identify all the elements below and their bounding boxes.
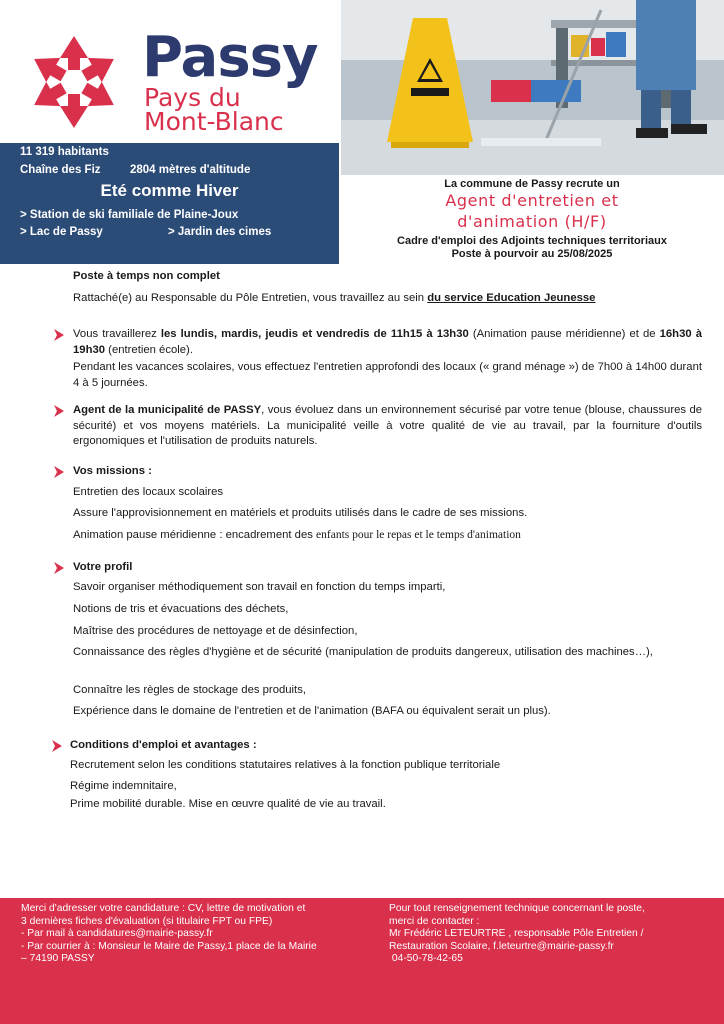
slogan-text: Eté comme Hiver — [100, 181, 239, 200]
temps-text: Poste à temps non complet — [73, 270, 220, 282]
condition-item: Régime indemnitaire, — [70, 780, 177, 792]
profil-title: Votre profil — [73, 561, 133, 573]
poste-date-text: Poste à pourvoir au 25/08/2025 — [451, 248, 613, 260]
jardin-text: > Jardin des cimes — [168, 226, 272, 238]
rattache-text: Rattaché(e) au Responsable du Pôle Entretien, vous travaillez au sein du service Education Jeunesse — [73, 292, 596, 304]
station-text: > Station de ski familiale de Plaine-Joux — [20, 209, 239, 221]
profil-item: Maîtrise des procédures de nettoyage et de désinfection, — [73, 625, 358, 637]
profil-item: Connaissance des règles d'hygiène et de sécurité (manipulation de produits dangereux, utilisation des machines…), — [73, 646, 653, 658]
brand-name: Passy — [142, 25, 318, 90]
mission-item: Animation pause méridienne : encadrement des enfants pour le repas et le temps d'animation — [73, 529, 521, 541]
application-email-link[interactable]: - Par mail à candidatures@mairie-passy.fr — [21, 928, 213, 939]
chevron-bullet-icon — [53, 465, 65, 479]
agent-text: Agent de la municipalité de PASSY, vous évoluez dans un environnement sécurisé par votre tenue (blouse, chaussures de sécurité) et vos moyens matériels. La municipalité veille à votre qualité de vie au travail, par la fourniture d'outils ergonomiques et l'utilisation de produits naturels. — [73, 404, 703, 447]
profil-item: Notions de tris et évacuations des déchets, — [73, 603, 289, 615]
chevron-bullet-icon — [53, 561, 65, 575]
missions-title: Vos missions : — [73, 465, 152, 477]
mission-item: Entretien des locaux scolaires — [73, 486, 224, 498]
job-header — [340, 178, 724, 261]
vacances-text: Pendant les vacances scolaires, vous effectuez l'entretien approfondi des locaux (« grand ménage ») de 7h00 à 14h00 durant 4 à 5 journées. — [73, 361, 702, 389]
contact-email-link[interactable]: Restauration Scolaire, f.leteurtre@mairie-passy.fr — [389, 940, 614, 952]
cleaning-photo — [341, 0, 724, 175]
chevron-bullet-icon — [53, 328, 65, 342]
chain-text: Chaîne des Fiz — [20, 164, 101, 176]
condition-item: Prime mobilité durable. Mise en œuvre qualité de vie au travail. — [70, 798, 386, 810]
brand-sub-2: Mont-Blanc — [144, 107, 284, 136]
brand-sub-1: Pays du — [144, 83, 241, 112]
conditions-title: Conditions d'emploi et avantages : — [70, 739, 257, 751]
passy-logo-icon — [16, 30, 132, 130]
brand-logo-text — [142, 25, 318, 136]
profil-item: Savoir organiser méthodiquement son travail en fonction du temps imparti, — [73, 581, 446, 593]
mission-item: Assure l'approvisionnement en matériels et produits utilisés dans le cadre de ses missions. — [73, 507, 528, 519]
job-title-line-1: Agent d'entretien et — [445, 191, 619, 210]
cadre-text: Cadre d'emploi des Adjoints techniques territoriaux — [397, 235, 667, 247]
horaires-text: Vous travaillerez les lundis, mardis, jeudis et vendredis de 11h15 à 13h30 (Animation pause méridienne) et de 16h30 à 19h30 (entretien école). — [73, 328, 702, 356]
chevron-bullet-icon — [53, 404, 65, 418]
recruitment-intro: La commune de Passy recrute un — [444, 178, 620, 190]
job-title-line-2: d'animation (H/F) — [457, 212, 607, 231]
profil-item: Connaître les règles de stockage des produits, — [73, 684, 306, 696]
altitude-text: 2804 mètres d'altitude — [130, 164, 251, 176]
application-instructions: Merci d'adresser votre candidature : CV, lettre de motivation et 3 dernières fiches d'évaluation (si titulaire FPT ou FPE) - Par mail à candidatures@mairie-passy.fr - Par courrier à : Monsieur le Maire de Passy,1 place de la Mairie – 74190 PASSY — [21, 903, 351, 966]
contact-footer — [0, 898, 724, 1024]
lac-text: > Lac de Passy — [20, 226, 103, 238]
profil-item: Expérience dans le domaine de l'entretien et de l'animation (BAFA ou équivalent serait un plus). — [73, 705, 551, 717]
chevron-bullet-icon — [51, 739, 63, 753]
inhabitants-text: 11 319 habitants — [20, 146, 109, 158]
condition-item: Recrutement selon les conditions statutaires relatives à la fonction publique territoriale — [70, 759, 501, 771]
contact-phone: 04-50-78-42-65 — [389, 953, 463, 964]
technical-contact: Pour tout renseignement technique concernant le poste, merci de contacter : Mr Frédéric LETEURTRE , responsable Pôle Entretien / Restauration Scolaire, f.leteurtre@mairie-passy.fr 04-50-78-42-65 — [389, 903, 701, 966]
town-info-panel — [0, 143, 339, 264]
